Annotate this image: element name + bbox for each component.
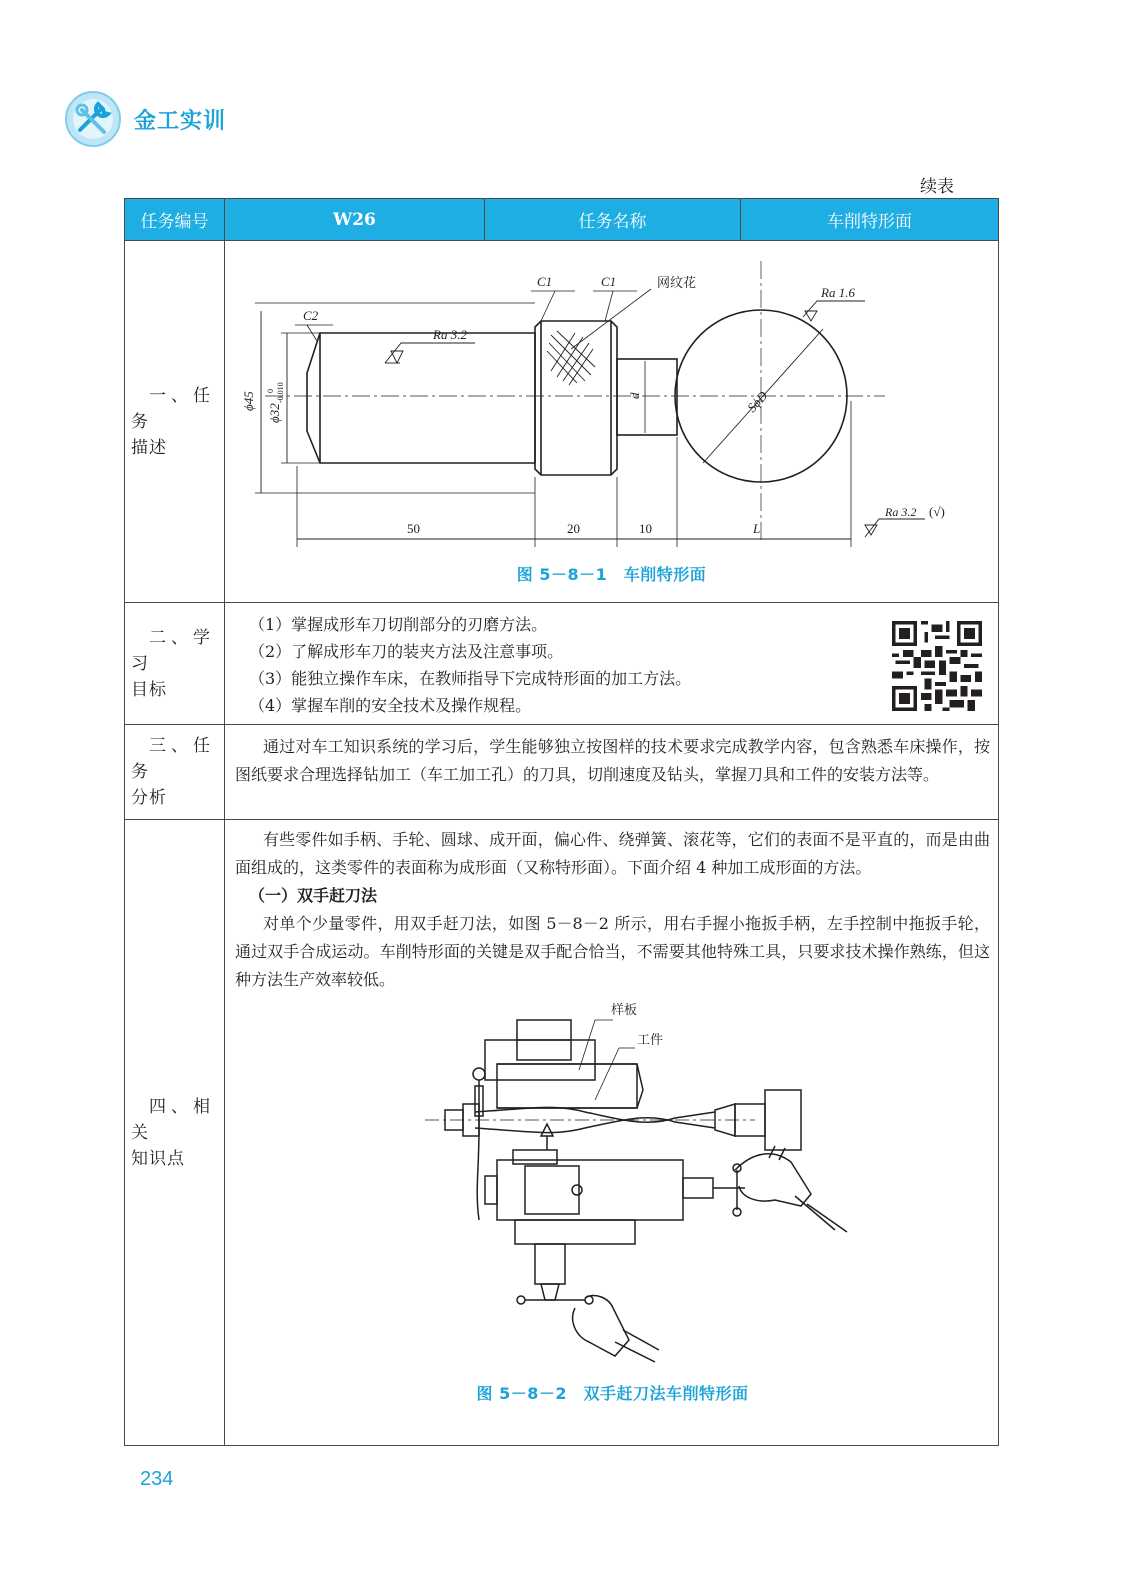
label-template: 样板 <box>611 1002 638 1017</box>
task-table <box>124 198 999 1446</box>
table-header-row <box>125 199 999 241</box>
ra-general: Ra 3.2 <box>885 505 917 519</box>
intro-paragraph: 有些零件如手柄、手轮、圆球、成开面，偏心件、绕弹簧、滚花等，它们的表面不是平直的，而是由曲面组成的，这类零件的表面称为成形面（又称特形面）。下面介绍 4 种加工成形面的方法。 <box>235 830 990 877</box>
task-number-label: 任务编号 <box>125 199 225 241</box>
dia-32: ϕ32 <box>267 403 282 423</box>
section2-label-line1: 二、学习 <box>131 627 215 674</box>
method-subheading: （一）双手赶刀法 <box>249 886 378 905</box>
dim-10: 10 <box>639 521 652 536</box>
wrench-gear-logo-icon <box>64 90 122 148</box>
dim-L: L <box>753 521 761 536</box>
goal-item: （1）掌握成形车刀切削部分的刃磨方法。 <box>249 615 548 634</box>
dia-45: ϕ45 <box>241 391 256 411</box>
label-workpiece: 工件 <box>637 1032 664 1047</box>
continued-label: 续表 <box>920 177 954 197</box>
goal-item: （2）了解成形车刀的装夹方法及注意事项。 <box>249 642 564 661</box>
chamfer-c1-right: C1 <box>601 274 617 289</box>
section1-label-line1: 一、任务 <box>131 385 215 432</box>
neck-d: d <box>627 392 642 399</box>
dim-20: 20 <box>567 521 580 536</box>
tol-upper: 0 <box>266 389 275 393</box>
method-paragraph: 对单个少量零件，用双手赶刀法，如图 5－8－2 所示，用右手握小拖扳手柄，左手控制中拖扳手轮，通过双手合成运动。车削特形面的关键是双手配合恰当，不需要其他特殊工具，只要求技术操作熟练，但这种方法生产效率较低。 <box>235 914 990 989</box>
section4-label <box>125 820 225 1446</box>
figure-5-8-2-caption: 图 5－8－2 双手赶刀法车削特形面 <box>476 1384 749 1403</box>
task-number-value: W26 <box>225 199 485 241</box>
page-header <box>64 90 464 150</box>
analysis-paragraph: 通过对车工知识系统的学习后，学生能够独立按图样的技术要求完成教学内容，包含熟悉车床操作，按图纸要求合理选择钻加工（车工加工孔）的刀具，切削速度及钻头，掌握刀具和工件的安装方法等。 <box>235 737 990 784</box>
dim-50: 50 <box>407 521 420 536</box>
goal-item: （3）能独立操作车床，在教师指导下完成特形面的加工方法。 <box>249 669 692 688</box>
section3-label-line1: 三、任务 <box>131 736 215 782</box>
lathe-two-hand-figure <box>235 1000 990 1380</box>
shaft-drawing <box>225 241 985 561</box>
section3-label <box>125 725 225 820</box>
section-task-analysis <box>125 725 999 820</box>
sphere-d: SϕD <box>744 388 771 416</box>
figure-5-8-1-caption: 图 5－8－1 车削特形面 <box>516 565 707 584</box>
book-title: 金工实训 <box>134 109 227 134</box>
section-learning-goals <box>125 603 999 725</box>
section-task-description <box>125 241 999 603</box>
task-name-value: 车削特形面 <box>740 199 998 241</box>
ra-top: Ra 1.6 <box>821 285 855 300</box>
section1-label-line2: 描述 <box>131 437 167 458</box>
section4-label-line1: 四、相关 <box>131 1096 215 1143</box>
tol-lower: -0.010 <box>276 382 285 403</box>
section2-label-line2: 目标 <box>131 679 167 700</box>
knurl-label: 网纹花 <box>657 275 697 290</box>
page-number: 234 <box>140 1468 174 1490</box>
chamfer-c2: C2 <box>303 308 319 323</box>
section3-content <box>225 725 999 820</box>
section3-label-line2: 分析 <box>131 788 167 808</box>
section2-content <box>225 603 999 725</box>
chamfer-c1-left: C1 <box>537 274 553 289</box>
section4-label-line2: 知识点 <box>131 1148 185 1169</box>
ra-shaft: Ra 3.2 <box>433 327 467 342</box>
section2-label <box>125 603 225 725</box>
section1-label <box>125 241 225 603</box>
section-related-knowledge <box>125 820 999 1446</box>
ra-general-suffix: (√) <box>929 504 945 519</box>
goal-item: （4）掌握车削的安全技术及操作规程。 <box>249 696 532 715</box>
section4-content <box>225 820 999 1446</box>
task-name-label: 任务名称 <box>485 199 741 241</box>
section1-content <box>225 241 999 603</box>
qr-code-icon[interactable] <box>892 621 982 711</box>
